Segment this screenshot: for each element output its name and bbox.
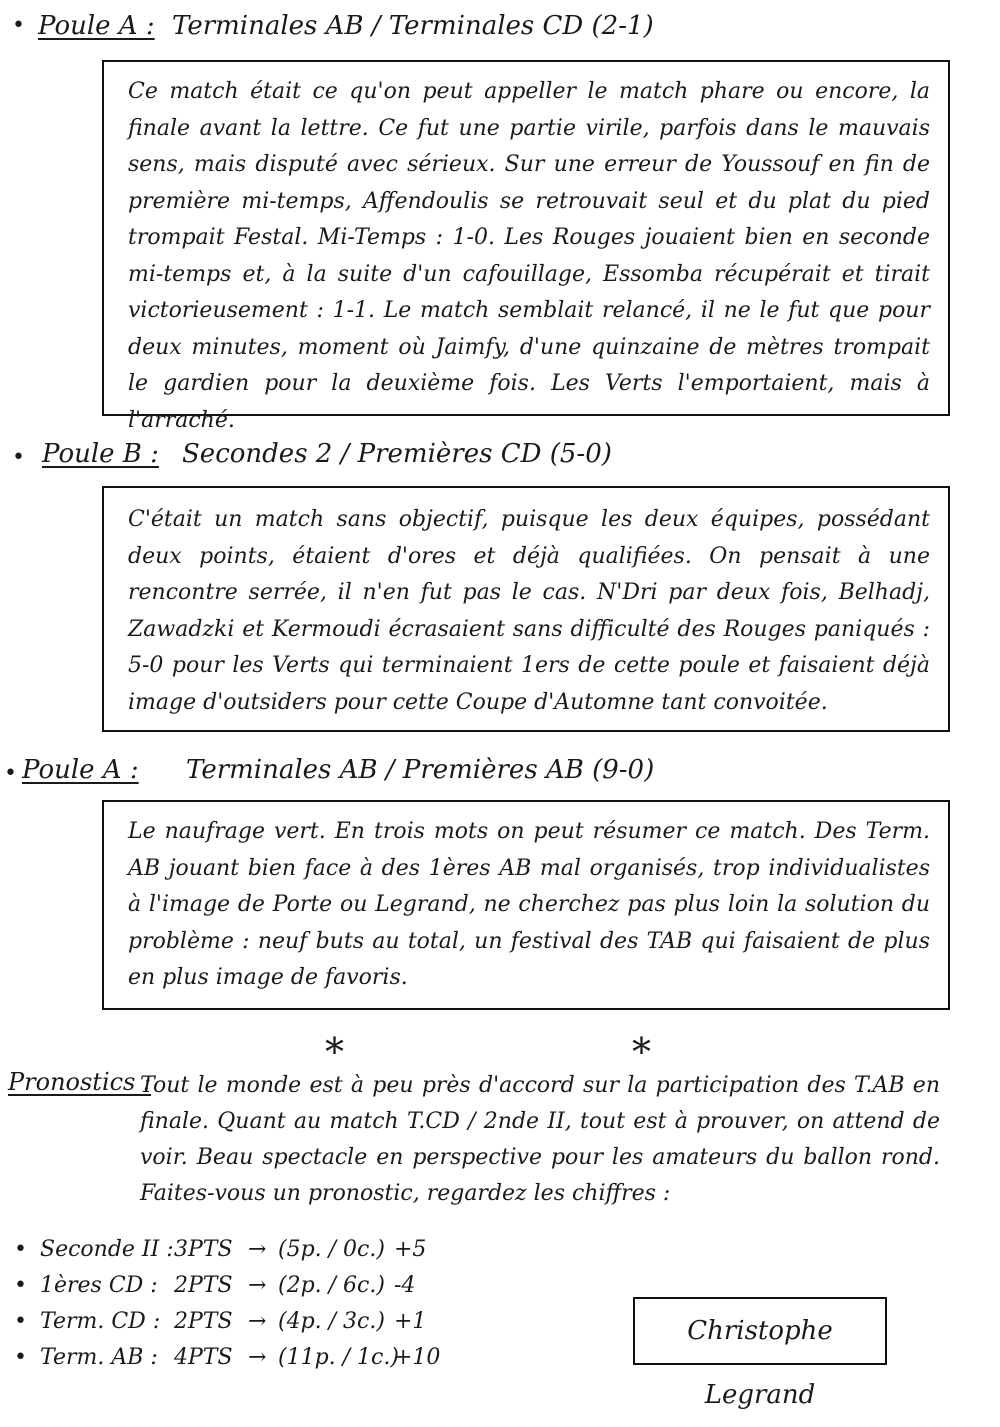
arrow-icon: → xyxy=(248,1237,267,1262)
goal-difference: +5 xyxy=(394,1237,427,1262)
bullet: • xyxy=(4,761,17,786)
standings-row xyxy=(14,1232,534,1268)
match-title: Secondes 2 / Premières CD (5-0) xyxy=(182,439,612,469)
bullet: • xyxy=(14,1345,27,1370)
section-heading xyxy=(0,750,1000,790)
match-title: Terminales AB / Terminales CD (2-1) xyxy=(172,11,654,41)
match-report-box xyxy=(102,800,950,1010)
match-report-text: Le naufrage vert. En trois mots on peut résumer ce match. Des Term. AB jouant bien face à des 1ères AB mal organisés, trop individualistes à l'image de Porte ou Legrand, ne cherchez pas plus loin la solution du problème : neuf buts au total, un festival des TAB qui faisaient de plus en plus image de favoris. xyxy=(128,819,930,990)
separator-asterisk: * xyxy=(325,1030,344,1074)
pool-label: Poule B : xyxy=(42,439,159,469)
match-title: Terminales AB / Premières AB (9-0) xyxy=(186,755,655,785)
team-points: 2PTS xyxy=(174,1273,233,1298)
pool-label: Poule A : xyxy=(22,755,139,785)
goals-ratio: (2p. / 6c.) xyxy=(278,1273,385,1298)
section-heading xyxy=(0,6,1000,46)
goal-difference: -4 xyxy=(394,1273,416,1298)
arrow-icon: → xyxy=(248,1309,267,1334)
goals-ratio: (4p. / 3c.) xyxy=(278,1309,385,1334)
standings-row xyxy=(14,1340,534,1376)
goals-ratio: (5p. / 0c.) xyxy=(278,1237,385,1262)
goals-ratio: (11p. / 1c.) xyxy=(278,1345,399,1370)
author-signature: Christophe Legrand xyxy=(633,1297,887,1365)
bullet: • xyxy=(14,1309,27,1334)
match-report-text: Ce match était ce qu'on peut appeller le match phare ou encore, la finale avant la lettre. Ce fut une partie virile, parfois dans le mauvais sens, mais disputé avec sérieux. Sur une erreur de Youssouf en fin de première mi-temps, Affendoulis se retrouvait seul et du plat du pied trompait Festal. Mi-Temps : 1-0. Les Rouges jouaient bien en seconde mi-temps et, à la suite d'un cafouillage, Essomba récupérait et tirait victorieusement : 1-1. Le match semblait relancé, il ne le fut que pour deux minutes, moment où Jaimfy, d'une quinzaine de mètres trompait le gardien pour la deuxième fois. Les Verts l'emportaient, mais à l'arraché. xyxy=(128,79,930,433)
team-name: Seconde II : xyxy=(40,1237,174,1262)
bullet: • xyxy=(14,1273,27,1298)
team-points: 4PTS xyxy=(174,1345,233,1370)
match-report-box xyxy=(102,486,950,732)
bullet: • xyxy=(12,445,25,470)
standings-list xyxy=(14,1232,534,1376)
arrow-icon: → xyxy=(248,1345,267,1370)
team-points: 2PTS xyxy=(174,1309,233,1334)
match-report-text: C'était un match sans objectif, puisque les deux équipes, possédant deux points, étaient d'ores et déjà qualifiées. On pensait à une rencontre serrée, il n'en fut pas le cas. N'Dri par deux fois, Belhadj, Zawadzki et Kermoudi écrasaient sans difficulté des Rouges paniqués : 5-0 pour les Verts qui terminaient 1ers de cette poule et faisaient déjà image d'outsiders pour cette Coupe d'Automne tant convoitée. xyxy=(128,507,930,715)
goal-difference: +1 xyxy=(394,1309,427,1334)
pronostics-text: Tout le monde est à peu près d'accord sur la participation des T.AB en finale. Quant au match T.CD / 2nde II, tout est à prouver, on attend de voir. Beau spectacle en perspective pour les amateurs du ballon rond. Faites-vous un pronostic, regardez les chiffres : xyxy=(140,1073,940,1206)
arrow-icon: → xyxy=(248,1273,267,1298)
team-name: 1ères CD : xyxy=(40,1273,158,1298)
team-points: 3PTS xyxy=(174,1237,233,1262)
separator-asterisk: * xyxy=(632,1030,651,1074)
standings-row xyxy=(14,1268,534,1304)
standings-row xyxy=(14,1304,534,1340)
team-name: Term. CD : xyxy=(40,1309,161,1334)
goal-difference: +10 xyxy=(394,1345,441,1370)
bullet: • xyxy=(14,1237,27,1262)
bullet: • xyxy=(12,13,25,38)
match-report-box xyxy=(102,60,950,433)
team-name: Term. AB : xyxy=(40,1345,158,1370)
section-heading xyxy=(0,434,1000,474)
pool-label: Poule A : xyxy=(38,11,155,41)
pronostics-label: Pronostics : xyxy=(8,1068,152,1096)
